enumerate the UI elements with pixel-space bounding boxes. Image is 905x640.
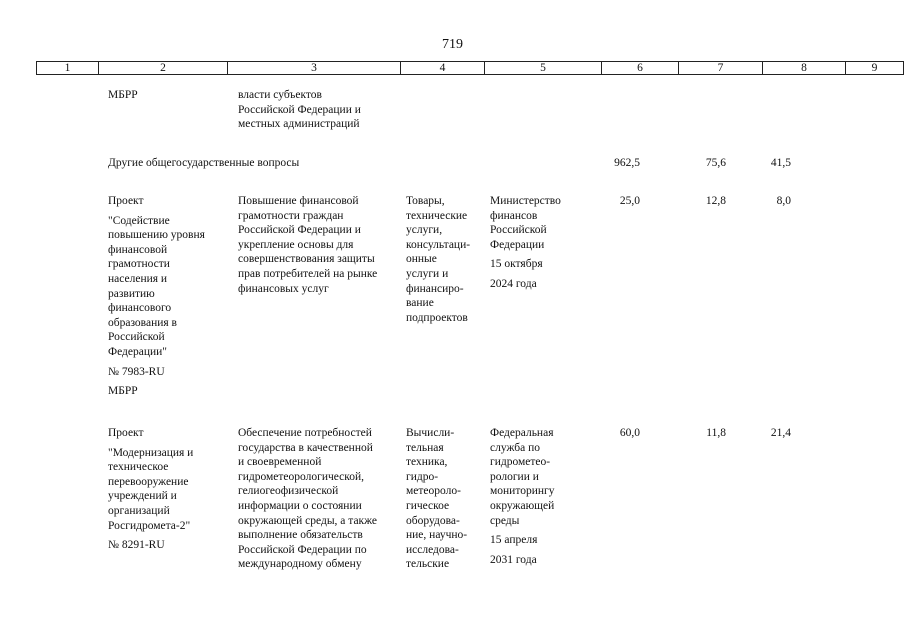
project2-name: Проект "Модернизация и техническое перевооружение учреждений и организаций Росгидромета-2" № 8291-RU xyxy=(108,427,194,552)
project1-executor: Министерство финансов Российской Федерации 15 октября 2024 года xyxy=(490,195,561,290)
project1-col8-value: 8,0 xyxy=(776,195,791,207)
column-number: 7 xyxy=(679,62,763,75)
section-title: Другие общегосударственные вопросы xyxy=(108,157,300,169)
project1-col6-value: 25,0 xyxy=(619,195,640,207)
column-number: 4 xyxy=(401,62,485,75)
column-number: 3 xyxy=(228,62,401,75)
project1-col7-value: 12,8 xyxy=(705,195,726,207)
column-number: 9 xyxy=(846,62,904,75)
section-col6-value: 962,5 xyxy=(614,157,640,169)
top-fragment-lender: МБРР xyxy=(108,89,138,101)
project2-col6-value: 60,0 xyxy=(619,427,640,439)
column-number: 6 xyxy=(602,62,679,75)
project2-purpose: Обеспечение потребностей государства в качественной и своевременной гидрометеорологической, гелиогеофизической информации о состоянии окружающей среды, а также выполнение обязательств Российской Федерации по международному обмену xyxy=(238,427,378,571)
column-number: 2 xyxy=(99,62,228,75)
section-col7-value: 75,6 xyxy=(705,157,726,169)
project2-items: Вычисли- тельная техника, гидро- метеороло- гическое оборудова- ние, научно- исследова- тельские xyxy=(406,427,468,571)
column-number: 1 xyxy=(37,62,99,75)
project2-col8-value: 21,4 xyxy=(770,427,791,439)
column-number: 8 xyxy=(763,62,846,75)
project2-col7-value: 11,8 xyxy=(706,427,726,439)
project1-purpose: Повышение финансовой грамотности граждан Российской Федерации и укрепление основы для совершенствования защиты прав потребителей на рынке финансовых услуг xyxy=(238,195,378,295)
top-fragment-purpose: власти субъектов Российской Федерации и местных администраций xyxy=(238,89,361,131)
section-col8-value: 41,5 xyxy=(770,157,791,169)
project1-name: Проект "Содействие повышению уровня финансовой грамотности населения и развитию финансового образования в Российской Федерации" № 7983-RU МБРР xyxy=(108,195,205,398)
column-number-header xyxy=(36,61,904,75)
project1-items: Товары, технические услуги, консультаци- онные услуги и финансиро- вание подпроектов xyxy=(406,195,471,324)
column-number: 5 xyxy=(485,62,602,75)
project2-executor: Федеральная служба по гидрометео- рологии и мониторингу окружающей среды 15 апреля 2031 года xyxy=(490,427,555,566)
page-number: 719 xyxy=(442,37,463,52)
